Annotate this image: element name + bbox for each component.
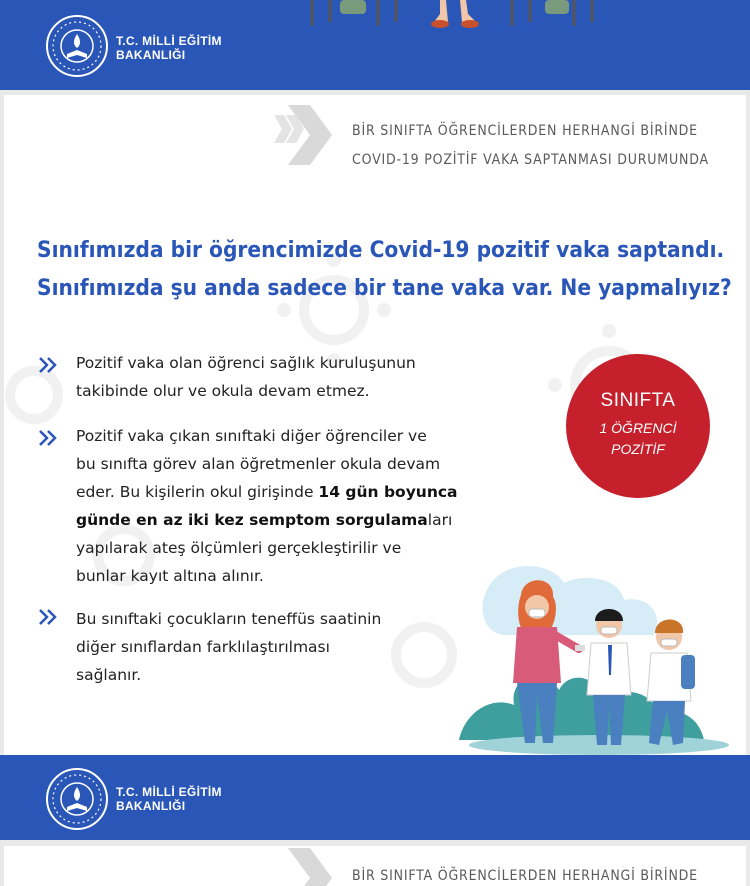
badge-line1: SINIFTA — [600, 390, 676, 411]
next-card — [4, 846, 746, 886]
item2-line4-text: ları — [427, 511, 453, 529]
item2-line3 — [76, 478, 546, 506]
item2-line3-text: eder. Bu kişilerin okul girişinde — [76, 483, 319, 501]
item2-line4 — [76, 506, 546, 534]
double-chevron-icon — [38, 429, 64, 447]
ministry-line1: T.C. MİLLİ EĞİTİM — [116, 785, 222, 799]
next-card-tag: BİR SINIFTA ÖĞRENCİLERDEN HERHANGİ BİRİNDE — [352, 868, 698, 884]
headline-line2: Sınıfımızda şu anda sadece bir tane vaka var. Ne yapmalıyız? — [37, 275, 732, 301]
double-chevron-icon — [38, 356, 64, 374]
headline-line1: Sınıfımızda bir öğrencimizde Covid-19 pozitif vaka saptandı. — [37, 237, 725, 263]
classroom-illustration-icon — [300, 0, 620, 30]
header-band — [0, 0, 750, 90]
item2-line5: yapılarak ateş ölçümleri gerçekleştirilir ve — [76, 539, 402, 557]
info-card — [4, 95, 746, 755]
positive-case-badge — [566, 354, 710, 498]
tag-line2: COVID-19 POZİTİF VAKA SAPTANMASI DURUMUNDA — [352, 152, 709, 168]
list-item — [76, 349, 536, 405]
ministry-name — [116, 34, 222, 62]
list-item — [76, 605, 466, 689]
ministry-name — [116, 785, 222, 813]
badge-line2: 1 ÖĞRENCİ — [599, 420, 677, 436]
item2-line2: bu sınıfta görev alan öğretmenler okula devam — [76, 455, 441, 473]
item1-line1: Pozitif vaka olan öğrenci sağlık kuruluşunun — [76, 354, 416, 372]
item1-line2: takibinde olur ve okula devam etmez. — [76, 382, 370, 400]
ministry-line2: BAKANLIĞI — [116, 799, 186, 813]
ministry-line2: BAKANLIĞI — [116, 48, 186, 62]
chevron-right-icon — [274, 105, 336, 165]
item3-line3: sağlanır. — [76, 666, 142, 684]
footer-band — [0, 755, 750, 840]
item2-line1: Pozitif vaka çıkan sınıftaki diğer öğrenciler ve — [76, 427, 427, 445]
double-chevron-icon — [38, 608, 64, 626]
chevron-right-icon — [274, 848, 336, 886]
headline — [37, 231, 732, 307]
item2-line4-bold: günde en az iki kez semptom sorgulama — [76, 511, 428, 529]
tag-line1: BİR SINIFTA ÖĞRENCİLERDEN HERHANGİ BİRİNDE — [352, 123, 698, 139]
item3-line2: diğer sınıflardan farklılaştırılması — [76, 638, 330, 656]
item2-line6: bunlar kayıt altına alınır. — [76, 567, 264, 585]
meb-logo-icon — [45, 14, 109, 78]
ministry-line1: T.C. MİLLİ EĞİTİM — [116, 34, 222, 48]
item2-line3-bold: 14 gün boyunca — [318, 483, 458, 501]
badge-line3: POZİTİF — [611, 441, 665, 457]
teacher-measuring-temperature-icon — [459, 565, 734, 755]
item3-line1: Bu sınıftaki çocukların teneffüs saatinin — [76, 610, 382, 628]
meb-logo-icon — [45, 767, 109, 831]
